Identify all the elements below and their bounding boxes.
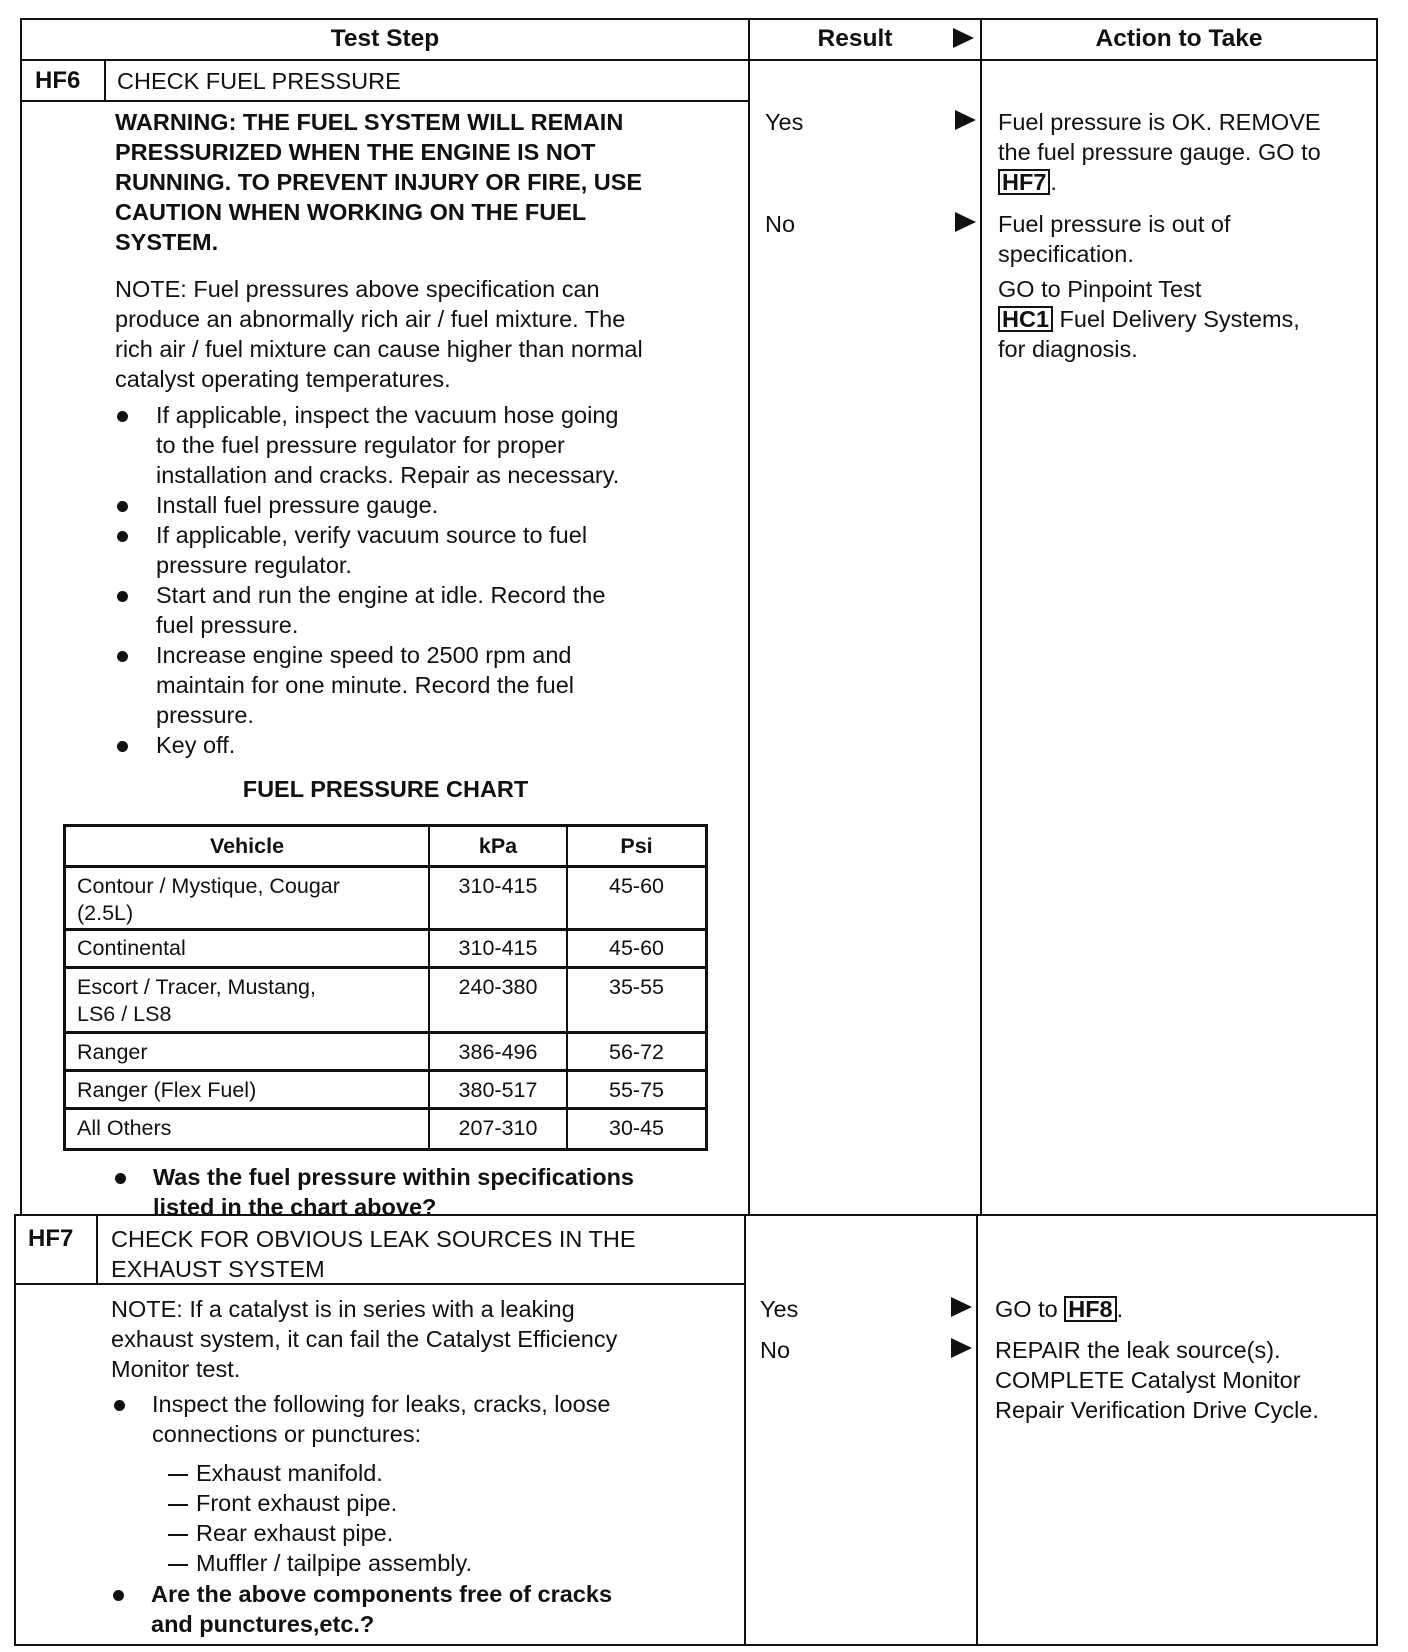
arrow-right-icon: [955, 212, 976, 232]
hf6-title-underline: [20, 100, 750, 102]
hf7-step-id: HF7: [28, 1225, 74, 1252]
bullet-icon: [117, 531, 128, 542]
warning-line: RUNNING. TO PREVENT INJURY OR FIRE, USE: [115, 169, 643, 195]
note-line: produce an abnormally rich air / fuel mixture. The: [115, 306, 626, 332]
hf6-action-yes: Fuel pressure is OK. REMOVE: [998, 109, 1321, 135]
dash-icon: [168, 1504, 188, 1506]
table-border-left-lower: [14, 1216, 16, 1646]
chart-header-psi: Psi: [620, 834, 653, 858]
hf7-step-link[interactable]: HF7: [998, 169, 1050, 195]
chart-row-divider: [66, 1107, 705, 1110]
hf7-dash-item: Front exhaust pipe.: [196, 1490, 398, 1516]
psi-cell: 55-75: [609, 1078, 664, 1102]
vehicle-cell: Ranger (Flex Fuel): [77, 1078, 257, 1102]
hf7-action-no: COMPLETE Catalyst Monitor: [995, 1367, 1301, 1393]
arrow-right-icon: [955, 110, 976, 130]
warning-line: SYSTEM.: [115, 229, 219, 255]
psi-cell: 56-72: [609, 1040, 664, 1064]
table-border-right: [1376, 18, 1378, 1646]
action-column-divider-lower: [976, 1216, 978, 1646]
hf7-id-divider: [96, 1214, 98, 1284]
vehicle-cell: Escort / Tracer, Mustang,: [77, 975, 316, 999]
arrow-right-icon: [951, 1297, 972, 1317]
hf7-bullet-text: Inspect the following for leaks, cracks, loose: [152, 1391, 611, 1417]
hf7-note: exhaust system, it can fail the Catalyst Efficiency: [111, 1326, 618, 1352]
header-test-step: Test Step: [330, 25, 440, 52]
chart-header-vehicle: Vehicle: [209, 834, 285, 858]
bullet-text: pressure regulator.: [156, 552, 352, 578]
kpa-cell: 310-415: [458, 874, 538, 898]
dash-icon: [168, 1564, 188, 1566]
kpa-cell: 386-496: [458, 1040, 538, 1064]
psi-cell: 30-45: [609, 1116, 664, 1140]
note-line: catalyst operating temperatures.: [115, 366, 451, 392]
hf7-dash-item: Muffler / tailpipe assembly.: [196, 1550, 473, 1576]
hf7-note: NOTE: If a catalyst is in series with a leaking: [111, 1296, 575, 1322]
hf7-action-yes: [995, 1294, 1123, 1324]
hf6-action-no-goto: [998, 304, 1300, 334]
dash-icon: [168, 1534, 188, 1536]
hf6-action-yes-goto: [998, 167, 1057, 197]
bullet-text: fuel pressure.: [156, 612, 299, 638]
vehicle-cell: Contour / Mystique, Cougar: [77, 874, 340, 898]
hc1-test-link[interactable]: HC1: [998, 306, 1053, 332]
hf6-step-id: HF6: [35, 67, 81, 94]
action-text: Fuel Delivery Systems,: [1053, 306, 1300, 332]
fuel-pressure-chart: [63, 824, 708, 1151]
psi-cell: 45-60: [609, 874, 664, 898]
chart-header-kpa: kPa: [478, 834, 518, 858]
table-border-top: [20, 18, 1378, 20]
header-arrow-icon: [953, 28, 974, 48]
bullet-icon: [117, 501, 128, 512]
bullet-text: maintain for one minute. Record the fuel: [156, 672, 575, 698]
vehicle-cell: (2.5L): [77, 901, 134, 925]
note-line: rich air / fuel mixture can cause higher than normal: [115, 336, 643, 362]
bullet-text: installation and cracks. Repair as necessary.: [156, 462, 620, 488]
bullet-text: to the fuel pressure regulator for proper: [156, 432, 565, 458]
bullet-text: If applicable, verify vacuum source to fuel: [156, 522, 588, 548]
note-line: NOTE: Fuel pressures above specification can: [115, 276, 600, 302]
hf6-question: Was the fuel pressure within specifications: [153, 1164, 634, 1190]
hf7-note: Monitor test.: [111, 1356, 241, 1382]
table-border-bottom: [14, 1644, 1378, 1646]
psi-cell: 45-60: [609, 936, 664, 960]
bullet-icon: [117, 741, 128, 752]
kpa-cell: 380-517: [458, 1078, 538, 1102]
hf7-dash-item: Exhaust manifold.: [196, 1460, 383, 1486]
hf7-result-yes: Yes: [760, 1296, 799, 1322]
kpa-cell: 310-415: [458, 936, 538, 960]
vehicle-cell: LS6 / LS8: [77, 1002, 172, 1026]
chart-row-divider: [66, 1069, 705, 1072]
arrow-right-icon: [951, 1338, 972, 1358]
vehicle-cell: Ranger: [77, 1040, 148, 1064]
bullet-text: Key off.: [156, 732, 236, 758]
header-divider: [20, 59, 1378, 61]
bullet-icon: [117, 411, 128, 422]
psi-cell: 35-55: [609, 975, 664, 999]
hf6-id-divider: [104, 59, 106, 102]
kpa-cell: 207-310: [458, 1116, 538, 1140]
hf7-action-no: REPAIR the leak source(s).: [995, 1337, 1281, 1363]
bullet-icon: [113, 1590, 124, 1601]
hf6-result-yes: Yes: [765, 109, 804, 135]
result-column-divider-lower: [744, 1216, 746, 1646]
bullet-text: Start and run the engine at idle. Record the: [156, 582, 606, 608]
header-action: Action to Take: [1095, 25, 1263, 52]
bullet-icon: [114, 1400, 125, 1411]
bullet-text: Increase engine speed to 2500 rpm and: [156, 642, 572, 668]
action-column-divider: [980, 18, 982, 1216]
hf7-dash-item: Rear exhaust pipe.: [196, 1520, 394, 1546]
vehicle-cell: All Others: [77, 1116, 172, 1140]
hf6-action-no: specification.: [998, 241, 1134, 267]
chart-row-divider: [66, 966, 705, 969]
warning-line: CAUTION WHEN WORKING ON THE FUEL: [115, 199, 587, 225]
hf7-question: Are the above components free of cracks: [151, 1581, 613, 1607]
hf6-action-no: GO to Pinpoint Test: [998, 276, 1202, 302]
warning-line: PRESSURIZED WHEN THE ENGINE IS NOT: [115, 139, 596, 165]
kpa-cell: 240-380: [458, 975, 538, 999]
bullet-icon: [117, 651, 128, 662]
hf7-bullet-text: connections or punctures:: [152, 1421, 422, 1447]
bullet-icon: [115, 1173, 126, 1184]
warning-line: WARNING: THE FUEL SYSTEM WILL REMAIN: [115, 109, 624, 135]
chart-row-divider: [66, 1031, 705, 1034]
hf7-result-no: No: [760, 1337, 791, 1363]
action-text: GO to: [995, 1296, 1065, 1322]
hf6-action-no: for diagnosis.: [998, 336, 1138, 362]
dash-icon: [168, 1474, 188, 1476]
hf7-action-no: Repair Verification Drive Cycle.: [995, 1397, 1319, 1423]
hf6-step-title: CHECK FUEL PRESSURE: [117, 68, 401, 94]
chart-row-divider: [66, 865, 705, 868]
hf6-result-no: No: [765, 211, 796, 237]
bullet-text: pressure.: [156, 702, 254, 728]
hf6-question: listed in the chart above?: [153, 1194, 437, 1220]
bullet-text: If applicable, inspect the vacuum hose going: [156, 402, 619, 428]
vehicle-cell: Continental: [77, 936, 186, 960]
hf7-step-title: CHECK FOR OBVIOUS LEAK SOURCES IN THE: [111, 1226, 636, 1252]
hf6-action-no: Fuel pressure is out of: [998, 211, 1231, 237]
hf8-step-link[interactable]: HF8: [1064, 1296, 1116, 1322]
chart-row-divider: [66, 928, 705, 931]
table-border-left: [20, 18, 22, 1216]
result-column-divider: [748, 18, 750, 1216]
action-period: .: [1116, 1296, 1124, 1322]
hf7-step-title: EXHAUST SYSTEM: [111, 1256, 325, 1282]
action-period: .: [1050, 169, 1057, 195]
bullet-icon: [117, 591, 128, 602]
bullet-text: Install fuel pressure gauge.: [156, 492, 439, 518]
header-result: Result: [817, 25, 893, 52]
hf6-action-yes: the fuel pressure gauge. GO to: [998, 139, 1321, 165]
fuel-pressure-chart-title: FUEL PRESSURE CHART: [242, 776, 529, 802]
hf7-question: and punctures,etc.?: [151, 1611, 375, 1637]
